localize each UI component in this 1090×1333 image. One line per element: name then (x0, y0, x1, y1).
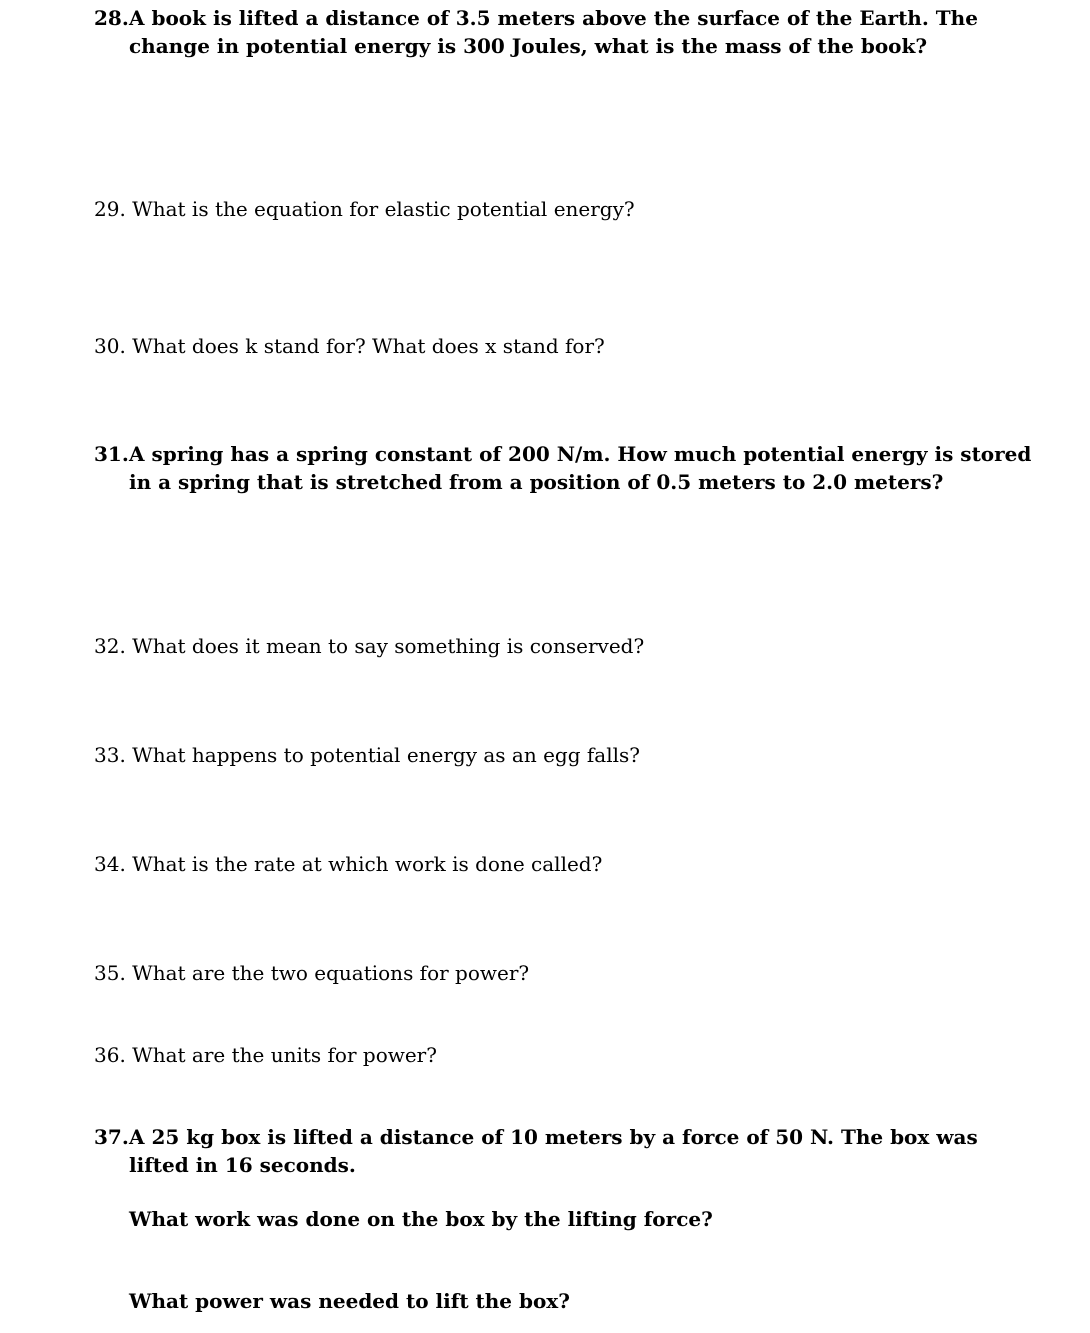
question-37-part-work: What work was done on the box by the lifting force? (129, 1207, 713, 1231)
question-31-text: A spring has a spring constant of 200 N/m. How much potential energy is stored in a spring that is stretched from a position of 0.5 meters to 2.0 meters? (129, 442, 1032, 494)
question-35: 35. What are the two equations for power? (94, 961, 530, 985)
question-33: 33. What happens to potential energy as an egg falls? (94, 743, 640, 767)
question-34: 34. What is the rate at which work is done called? (94, 852, 603, 876)
question-37 (94, 1123, 1044, 1179)
question-30: 30. What does k stand for? What does x stand for? (94, 334, 605, 358)
question-32: 32. What does it mean to say something is conserved? (94, 634, 645, 658)
question-28-text: A book is lifted a distance of 3.5 meters above the surface of the Earth. The change in potential energy is 300 Joules, what is the mass of the book? (129, 6, 978, 58)
question-31 (94, 440, 1044, 496)
question-29: 29. What is the equation for elastic potential energy? (94, 197, 635, 221)
question-28-number: 28. (94, 6, 129, 30)
question-36: 36. What are the units for power? (94, 1043, 437, 1067)
question-37-part-power: What power was needed to lift the box? (129, 1289, 570, 1313)
question-37-number: 37. (94, 1125, 129, 1149)
question-28 (94, 4, 1044, 60)
question-37-text: A 25 kg box is lifted a distance of 10 meters by a force of 50 N. The box was lifted in 16 seconds. (129, 1125, 978, 1177)
question-31-number: 31. (94, 442, 129, 466)
